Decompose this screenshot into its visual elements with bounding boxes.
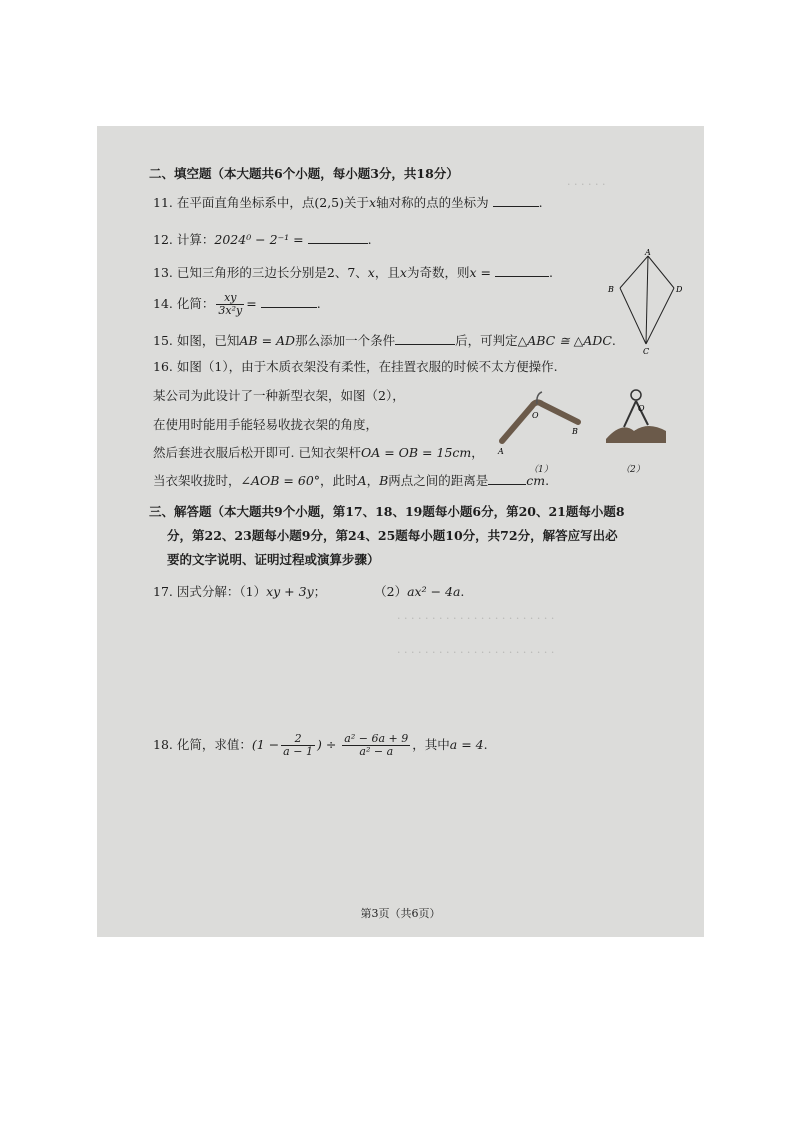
figure-2-caption: （2）: [621, 465, 645, 475]
answer-blank-11[interactable]: [493, 194, 539, 207]
question-12: 12. 计算：2024⁰ − 2⁻¹ = .: [153, 232, 372, 247]
section2-heading: 二、填空题（本大题共6个小题，每小题3分，共18分）: [149, 166, 459, 181]
bleed-through-line: · · · · · · · · · · · · · · · · · · · · · · ·: [397, 612, 555, 625]
bleed-through-line: · · · · · · · · · · · · · · · · · · · · · · ·: [397, 646, 555, 659]
section3-heading-line2: 分，第22、23题每小题9分，第24、25题每小题10分，共72分，解答应写出必: [167, 528, 618, 543]
hanger-figure-2: [602, 381, 672, 446]
hanger-figure-1: [492, 386, 587, 456]
answer-blank-15[interactable]: [395, 332, 455, 345]
answer-blank-14[interactable]: [261, 295, 317, 308]
hanger1-label-a: A: [498, 447, 504, 456]
fraction-a2-6a-9-over-a2-a: $\frac{\text{a² − 6a + 9}}{\text{a² − a}}$: [344, 732, 409, 758]
section3-heading-line1: 三、解答题（本大题共9个小题，第17、18、19题每小题6分，第20、21题每小题8: [149, 504, 625, 519]
question-16-line1: 16. 如图（1），由于木质衣架没有柔性，在挂置衣服的时候不太方便操作.: [153, 359, 558, 374]
kite-label-a: A: [645, 248, 651, 257]
question-18: 18. 化简，求值：(1 − $\frac{2}{a - 1}$ ) ÷ $\frac{\text{a² − 6a + 9}}{\text{a² − a}}$ ，其中a = 4.: [153, 732, 488, 758]
hanger2-label-o: O: [638, 404, 645, 413]
question-16-line2: 某公司为此设计了一种新型衣架，如图（2），: [153, 388, 405, 403]
question-16-line5: 当衣架收拢时，∠AOB = 60°，此时A，B两点之间的距离是 cm.: [153, 473, 550, 488]
question-16-line3: 在使用时能用手能轻易收拢衣架的角度，: [153, 417, 379, 432]
answer-blank-16[interactable]: [488, 472, 526, 485]
exam-page: [97, 126, 704, 937]
fraction-2-over-a-minus-1: $\frac{2}{a - 1}$: [283, 732, 313, 758]
question-14: 14. 化简： $\frac{xy}{\text{3x²y}}$ = .: [153, 291, 321, 317]
kite-label-c: C: [643, 347, 650, 356]
question-16-line4: 然后套进衣服后松开即可. 已知衣架杆OA = OB = 15cm，: [153, 445, 484, 460]
kite-figure: [602, 248, 692, 358]
question-17: 17. 因式分解：（1）xy + 3y； （2）ax² − 4a.: [153, 584, 465, 599]
page-footer: 第3页（共6页）: [360, 907, 441, 920]
kite-label-d: D: [676, 285, 683, 294]
question-11: 11. 在平面直角坐标系中，点(2,5)关于x轴对称的点的坐标为 .: [153, 195, 543, 210]
bleed-through-text: · · · · · ·: [567, 178, 606, 191]
hanger1-label-b: B: [572, 427, 578, 436]
answer-blank-12[interactable]: [308, 231, 368, 244]
question-15: 15. 如图，已知AB = AD那么添加一个条件 后，可判定△ABC ≅ △ADC.: [153, 333, 616, 348]
answer-blank-13[interactable]: [495, 264, 549, 277]
fraction-xy-over-3x2y: $\frac{xy}{\text{3x²y}}$: [218, 291, 243, 317]
question-13: 13. 已知三角形的三边长分别是2、7、x，且x为奇数，则x = .: [153, 265, 553, 280]
section3-heading-line3: 要的文字说明、证明过程或演算步骤）: [167, 552, 380, 567]
figure-1-caption: （1）: [529, 465, 553, 475]
hanger1-label-o: O: [532, 411, 539, 420]
kite-label-b: B: [608, 285, 614, 294]
